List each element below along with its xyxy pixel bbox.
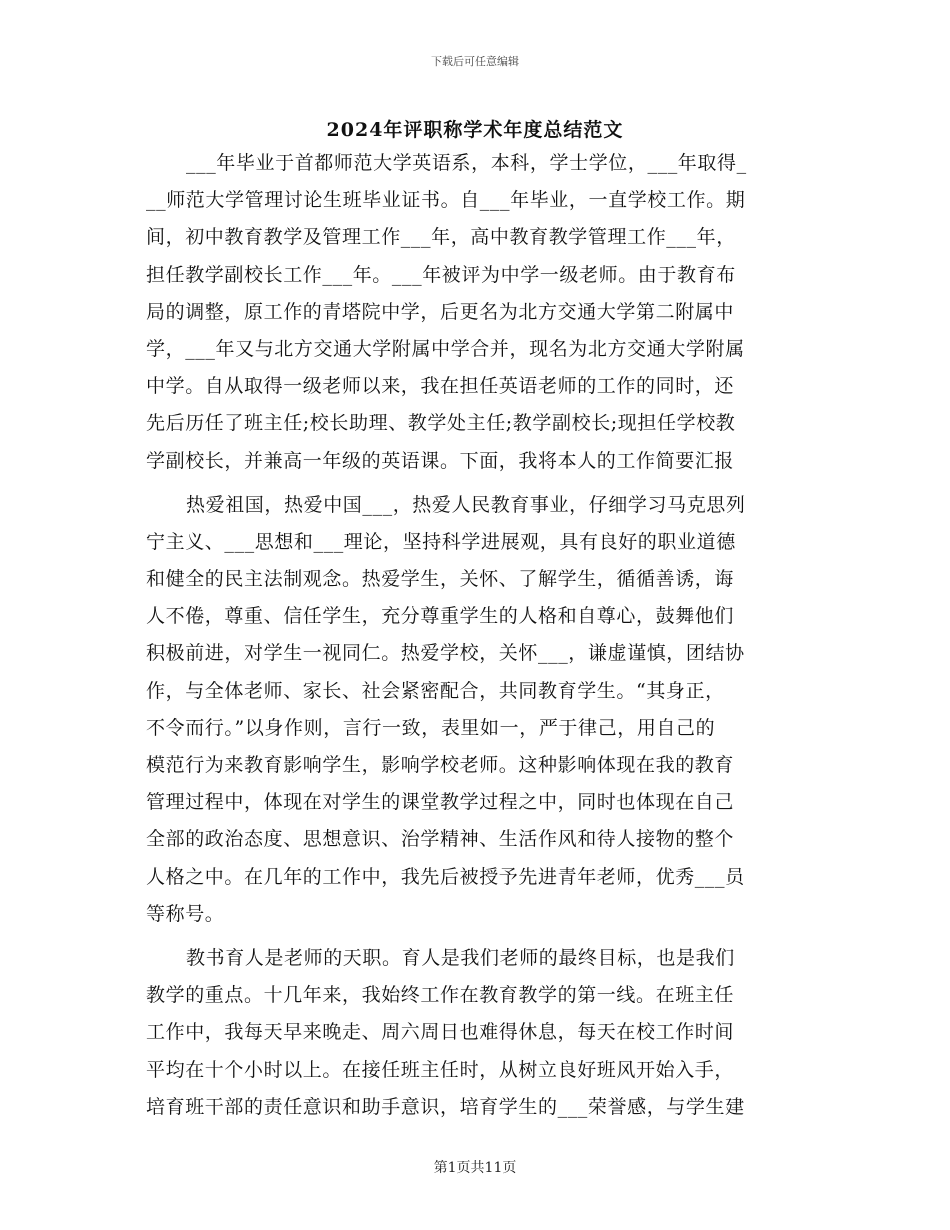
header-note: 下载后可任意编辑	[431, 55, 519, 68]
body-line: 不令而行。”以身作则，言行一致，表里如一，严于律己，用自己的	[146, 716, 716, 739]
body-line: 宁主义、___思想和___理论，坚持科学进展观，具有良好的职业道德	[146, 530, 736, 553]
body-line: 积极前进，对学生一视同仁。热爱学校，关怀___，谦虚谨慎，团结协	[146, 642, 745, 665]
body-line: 管理过程中，体现在对学生的课堂教学过程之中，同时也体现在自己	[146, 791, 735, 814]
body-line: 人不倦，尊重、信任学生，充分尊重学生的人格和自尊心，鼓舞他们	[146, 605, 735, 628]
body-line: 局的调整，原工作的青塔院中学，后更名为北方交通大学第二附属中	[146, 300, 735, 323]
page-number: 第1页共11页	[433, 1160, 517, 1176]
body-line: 模范行为来教育影响学生，影响学校老师。这种影响体现在我的教育	[146, 754, 735, 776]
body-line: 人格之中。在几年的工作中，我先后被授予先进青年老师，优秀___员	[146, 865, 745, 888]
body-line: 工作中，我每天早来晚走、周六周日也难得休息，每天在校工作时间	[146, 1021, 735, 1044]
body-line: __师范大学管理讨论生班毕业证书。自___年毕业，一直学校工作。期	[146, 189, 746, 212]
document-body	[146, 145, 806, 1126]
body-line: 学，___年又与北方交通大学附属中学合并，现名为北方交通大学附属	[146, 337, 745, 360]
body-line: 间，初中教育教学及管理工作___年，高中教育教学管理工作___年，	[146, 226, 736, 249]
body-line: ___年毕业于首都师范大学英语系，本科，学士学位，___年取得_	[186, 152, 747, 174]
body-line: 担任教学副校长工作___年。___年被评为中学一级老师。由于教育布	[146, 263, 736, 286]
body-line: 全部的政治态度、思想意识、治学精神、生活作风和待人接物的整个	[146, 828, 735, 851]
body-line: 先后历任了班主任;校长助理、教学处主任;教学副校长;现担任学校教	[146, 412, 736, 435]
body-line: 热爱祖国，热爱中国___，热爱人民教育事业，仔细学习马克思列	[186, 493, 746, 516]
body-line: 学副校长，并兼高一年级的英语课。下面，我将本人的工作简要汇报	[146, 449, 735, 472]
body-line: 等称号。	[146, 902, 225, 925]
body-line: 教学的重点。十几年来，我始终工作在教育教学的第一线。在班主任	[146, 984, 735, 1007]
body-line: 作，与全体老师、家长、社会紧密配合，共同教育学生。“其身正，	[146, 679, 725, 702]
body-line: 培育班干部的责任意识和助手意识，培育学生的___荣誉感，与学生建	[146, 1095, 745, 1118]
document-title: 2024年评职称学术年度总结范文	[326, 119, 624, 141]
body-line: 教书育人是老师的天职。育人是我们老师的最终目标，也是我们	[186, 946, 735, 969]
body-line: 和健全的民主法制观念。热爱学生，关怀、了解学生，循循善诱，诲	[146, 568, 735, 591]
body-line: 平均在十个小时以上。在接任班主任时，从树立良好班风开始入手，	[146, 1058, 735, 1081]
body-line: 中学。自从取得一级老师以来，我在担任英语老师的工作的同时，还	[146, 375, 735, 398]
